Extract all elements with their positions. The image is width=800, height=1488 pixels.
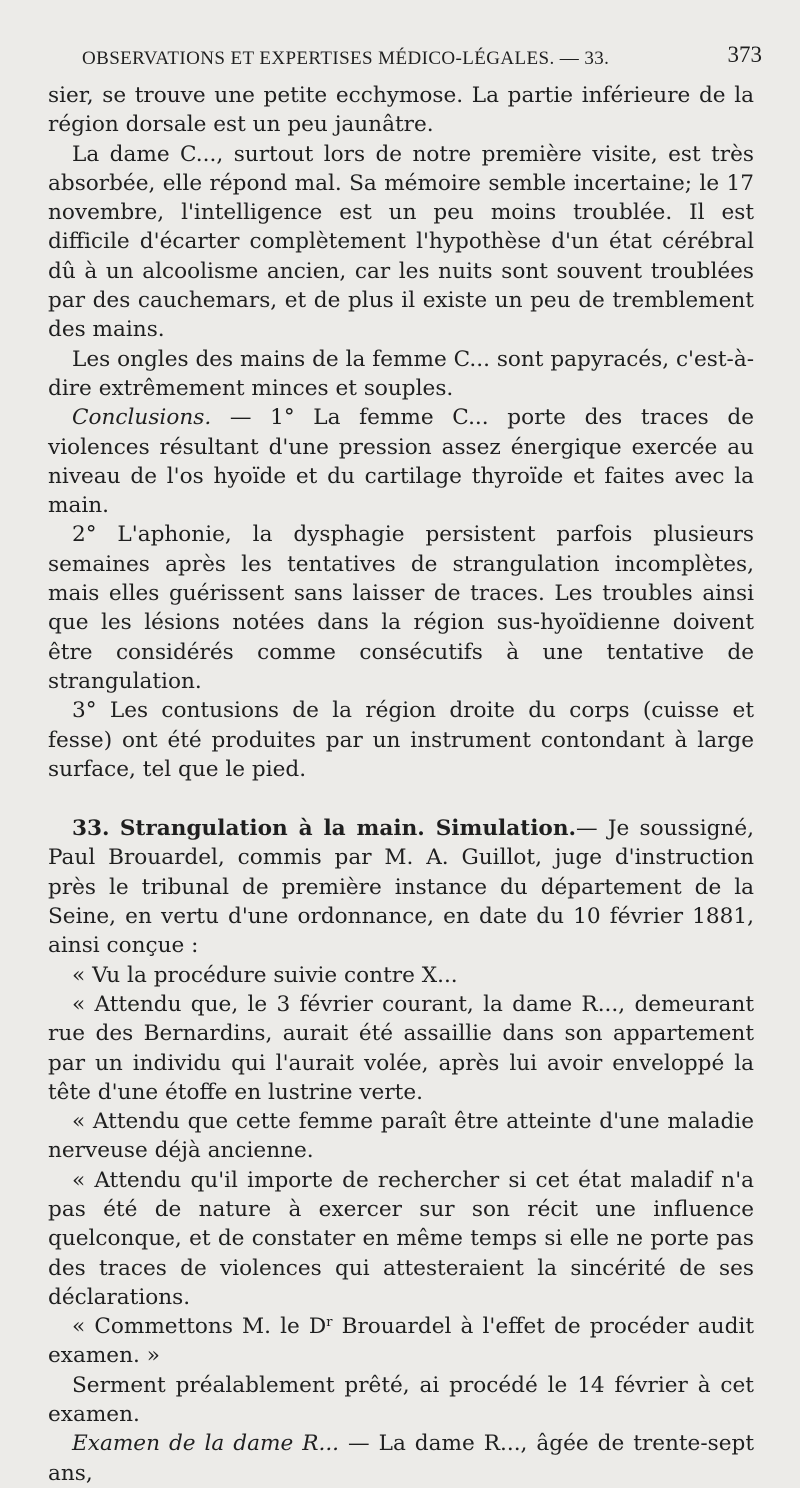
commettons-text-a: « Commettons M. le D [72,1314,327,1340]
paragraph: Les ongles des mains de la femme C... sont papyracés, c'est-à-dire extrêmement minces et souples. [48,346,754,401]
section-heading-paragraph [48,814,754,960]
body-text [48,81,754,1488]
conclusions-text: — 1° La femme C... porte des traces de violences résultant d'une pression assez énergique exercée au niveau de l'os hyoïde et du cartilage thyroïde et faites avec la main. [48,405,754,519]
conclusions-paragraph [48,403,754,520]
conclusion-item: 3° Les contusions de la région droite du corps (cuisse et fesse) ont été produites par un instrument contondant à large surface, tel que le pied. [48,698,754,782]
page-header [82,42,762,74]
conclusions-label: Conclusions. [72,405,212,431]
superscript-r: r [326,1315,333,1331]
quote-paragraph: « Attendu que cette femme paraît être atteinte d'une maladie nerveuse déjà ancienne. [48,1109,754,1164]
exam-label: Examen de la dame R... [72,1431,340,1457]
commettons-text-b: Brouardel à l'effet de procéder audit examen. » [48,1314,754,1369]
paragraph: sier, se trouve une petite ecchymose. La partie inférieure de la région dorsale est un peu jaunâtre. [48,83,754,138]
section-intro: — Je soussigné, Paul Brouardel, commis par M. A. Guillot, juge d'instruction près le tribunal de première instance du département de la Seine, en vertu d'une ordonnance, en date du 10 février 1881, ainsi conçue : [48,816,754,959]
quote-paragraph: « Attendu qu'il importe de rechercher si cet état maladif n'a pas été de nature à exercer sur son récit une influence quelconque, et de constater en même temps si elle ne porte pas des traces de violences qui attesteraient la sincérité de ses déclarations. [48,1167,754,1310]
quote-paragraph: « Vu la procédure suivie contre X... [72,962,458,988]
conclusion-item: 2° L'aphonie, la dysphagie persistent parfois plusieurs semaines après les tentatives de strangulation incomplètes, mais elles guérissent sans laisser de traces. Les troubles ainsi que les lésions notées dans la région sus-hyoïdienne doivent être considérés comme consécutifs à une tentative de strangulation. [48,522,754,694]
section-title: Strangulation à la main. Simulation. [119,816,577,842]
running-title: OBSERVATIONS ET EXPERTISES MÉDICO-LÉGALES. — 33. [82,48,610,69]
page-number: 373 [727,42,762,67]
paragraph: La dame C..., surtout lors de notre première visite, est très absorbée, elle répond mal. Sa mémoire semble incertaine; le 17 novembre, l'intelligence est un peu moins troublée. Il est difficile d'écarter complètement l'hypothèse d'un état cérébral dû à un alcoolisme ancien, car les nuits sont souvent troublées par des cauchemars, et de plus il existe un peu de tremblement des mains. [48,141,754,343]
section-number: 33. [72,816,110,842]
section-gap [48,784,754,814]
quote-paragraph [48,1312,754,1371]
exam-text: — La dame R..., âgée de trente-sept ans, [48,1431,754,1486]
paragraph: Serment préalablement prêté, ai procédé le 14 février à cet examen. [48,1372,754,1428]
exam-paragraph [48,1429,754,1488]
quote-paragraph: « Attendu que, le 3 février courant, la dame R..., demeurant rue des Bernardins, aurait été assaillie dans son appartement par un individu qui l'aurait volée, après lui avoir enveloppé la tête d'une étoffe en lustrine verte. [48,991,754,1105]
